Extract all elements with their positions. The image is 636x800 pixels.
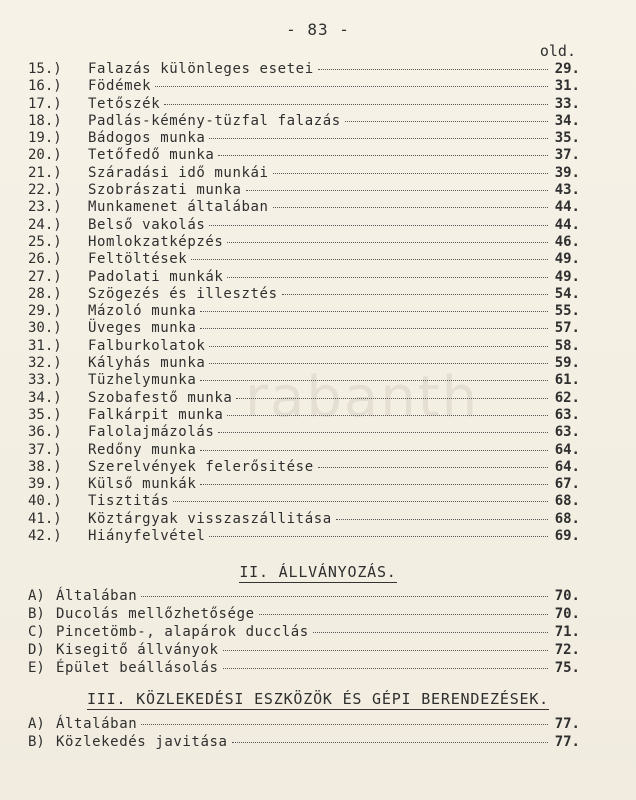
toc-row [28, 588, 580, 606]
toc-row-page: 57. [554, 320, 580, 337]
toc-row-title: Hiányfelvétel [88, 528, 206, 545]
toc-row [28, 716, 580, 734]
leader-dots [273, 173, 548, 174]
toc-row [28, 493, 580, 510]
toc-row-page: 70. [554, 588, 580, 604]
section-2-title: II. ÁLLVÁNYOZÁS. [239, 563, 397, 581]
leader-dots [336, 519, 548, 520]
watermark: rabanth [245, 365, 480, 430]
toc-row [28, 424, 580, 441]
leader-dots [318, 69, 548, 70]
toc-row [28, 251, 580, 268]
leader-dots [209, 138, 548, 139]
leader-dots [200, 311, 548, 312]
toc-row-title: Falolajmázolás [88, 424, 215, 441]
toc-row-title: Falburkolatok [88, 337, 206, 354]
toc-row-number: 19.) [28, 130, 62, 147]
leader-dots [282, 294, 548, 295]
toc-row [28, 459, 580, 476]
toc-row [28, 234, 580, 251]
toc-row-number: 20.) [28, 147, 62, 164]
toc-row-page: 64. [554, 441, 580, 458]
toc-row-title: Mázoló munka [88, 303, 197, 320]
toc-row-page: 58. [554, 337, 580, 354]
toc-main-list [28, 61, 580, 545]
toc-row [28, 303, 580, 320]
leader-dots [236, 398, 548, 399]
toc-row-number: 41.) [28, 510, 62, 527]
toc-row-page: 64. [554, 458, 580, 475]
toc-row [28, 442, 580, 459]
toc-row [28, 147, 580, 164]
toc-row-number: 26.) [28, 251, 62, 268]
toc-row-title: Bádogos munka [88, 130, 206, 147]
toc-row-title: Épület beállásolás [56, 660, 219, 676]
toc-row-title: Tüzhelymunka [88, 372, 197, 389]
toc-row-number: 23.) [28, 199, 62, 216]
toc-row-title: Kisegitő állványok [56, 642, 219, 658]
toc-row-number: B) [28, 734, 45, 750]
toc-row-page: 54. [554, 285, 580, 302]
toc-row [28, 624, 580, 642]
toc-row [28, 130, 580, 147]
toc-row-number: 38.) [28, 458, 62, 475]
toc-row [28, 642, 580, 660]
toc-row-title: Ducolás mellőzhetősége [56, 606, 255, 622]
toc-row [28, 390, 580, 407]
toc-row-number: 33.) [28, 372, 62, 389]
toc-row-title: Szobafestő munka [88, 389, 233, 406]
toc-row-title: Kályhás munka [88, 355, 206, 372]
toc-row [28, 165, 580, 182]
toc-row-number: 35.) [28, 406, 62, 423]
toc-row-title: Falazás különleges esetei [88, 61, 314, 77]
toc-row-page: 67. [554, 476, 580, 493]
leader-dots [200, 484, 548, 485]
toc-row [28, 286, 580, 303]
toc-row-page: 77. [554, 716, 580, 732]
toc-row-number: 18.) [28, 112, 62, 129]
toc-row-number: 32.) [28, 355, 62, 372]
toc-row [28, 217, 580, 234]
toc-row-page: 49. [554, 268, 580, 285]
toc-row-title: Padolati munkák [88, 268, 224, 285]
toc-row [28, 78, 580, 95]
leader-dots [191, 259, 548, 260]
leader-dots [313, 632, 548, 633]
section-3-title: III. KÖZLEKEDÉSI ESZKÖZÖK ÉS GÉPI BERENDEZÉSEK. [86, 690, 550, 708]
leader-dots [227, 415, 548, 416]
leader-dots [318, 467, 548, 468]
toc-row-number: 31.) [28, 337, 62, 354]
toc-row-title: Külső munkák [88, 476, 197, 493]
toc-row-title: Tisztitás [88, 493, 170, 510]
toc-row [28, 476, 580, 493]
toc-row-number: 27.) [28, 268, 62, 285]
toc-row-number: 25.) [28, 233, 62, 250]
leader-dots [173, 501, 548, 502]
leader-dots [200, 380, 548, 381]
toc-row-number: 40.) [28, 493, 62, 510]
toc-row-number: E) [28, 660, 45, 676]
toc-row-title: Szögezés és illesztés [88, 285, 278, 302]
toc-row-page: 71. [554, 624, 580, 640]
toc-row-title: Födémek [88, 78, 152, 95]
toc-row-title: Feltöltések [88, 251, 188, 268]
toc-row [28, 338, 580, 355]
toc-row [28, 606, 580, 624]
leader-dots [218, 155, 548, 156]
toc-row-number: 36.) [28, 424, 62, 441]
toc-row [28, 269, 580, 286]
toc-row-page: 44. [554, 199, 580, 216]
toc-row-title: Munkamenet általában [88, 199, 269, 216]
page-number: - 83 - [286, 20, 350, 39]
toc-row [28, 96, 580, 113]
leader-dots [273, 207, 548, 208]
toc-row-page: 31. [554, 78, 580, 95]
toc-row-page: 59. [554, 355, 580, 372]
toc-row-number: A) [28, 588, 45, 604]
toc-row-page: 39. [554, 164, 580, 181]
leader-dots [209, 363, 548, 364]
toc-row-page: 34. [554, 112, 580, 129]
toc-row-page: 61. [554, 372, 580, 389]
toc-row-page: 69. [554, 528, 580, 545]
toc-row-title: Köztárgyak visszaszállitása [88, 510, 332, 527]
toc-row-number: 39.) [28, 476, 62, 493]
toc-row-number: A) [28, 716, 45, 732]
toc-row-page: 77. [554, 734, 580, 750]
toc-row [28, 511, 580, 528]
leader-dots [223, 668, 548, 669]
toc-row-number: 15.) [28, 61, 62, 77]
page-column-header: old. [539, 42, 576, 60]
toc-row [28, 528, 580, 545]
leader-dots [227, 277, 548, 278]
toc-row [28, 182, 580, 199]
toc-row-title: Közlekedés javitása [56, 734, 228, 750]
leader-dots [227, 242, 548, 243]
toc-row-page: 46. [554, 233, 580, 250]
toc-row-title: Tetőszék [88, 95, 161, 112]
toc-row-page: 62. [554, 389, 580, 406]
section-3-list [28, 716, 580, 752]
toc-row-page: 68. [554, 493, 580, 510]
leader-dots [200, 450, 548, 451]
toc-row-number: C) [28, 624, 45, 640]
toc-row-number: 21.) [28, 164, 62, 181]
toc-row-number: 34.) [28, 389, 62, 406]
leader-dots [141, 596, 548, 597]
toc-row-title: Falkárpit munka [88, 406, 224, 423]
toc-row [28, 407, 580, 424]
leader-dots [141, 724, 548, 725]
toc-row-title: Általában [56, 716, 138, 732]
toc-row-page: 70. [554, 606, 580, 622]
toc-row-page: 63. [554, 424, 580, 441]
leader-dots [246, 190, 549, 191]
leader-dots [209, 225, 548, 226]
toc-row-page: 72. [554, 642, 580, 658]
toc-row-number: 28.) [28, 285, 62, 302]
toc-row-title: Belső vakolás [88, 216, 206, 233]
toc-row-number: B) [28, 606, 45, 622]
leader-dots [218, 432, 548, 433]
toc-row-page: 75. [554, 660, 580, 676]
toc-row [28, 372, 580, 389]
toc-row-title: Száradási idő munkái [88, 164, 269, 181]
toc-row-number: 37.) [28, 441, 62, 458]
leader-dots [209, 536, 548, 537]
toc-row-title: Redőny munka [88, 441, 197, 458]
toc-row-title: Padlás-kémény-tüzfal falazás [88, 112, 341, 129]
toc-row [28, 660, 580, 678]
toc-row-number: 16.) [28, 78, 62, 95]
toc-row-number: 42.) [28, 528, 62, 545]
toc-row-number: 29.) [28, 303, 62, 320]
leader-dots [200, 328, 548, 329]
toc-row-title: Pincetömb-, alapárok ducclás [56, 624, 309, 640]
toc-row-page: 33. [554, 95, 580, 112]
section-2-list [28, 588, 580, 678]
toc-row-page: 49. [554, 251, 580, 268]
leader-dots [209, 346, 548, 347]
leader-dots [164, 104, 548, 105]
toc-row-page: 35. [554, 130, 580, 147]
toc-row-page: 43. [554, 182, 580, 199]
toc-row-number: 22.) [28, 182, 62, 199]
leader-dots [232, 742, 548, 743]
toc-row-page: 55. [554, 303, 580, 320]
toc-row-title: Homlokzatképzés [88, 233, 224, 250]
toc-row [28, 199, 580, 216]
toc-row-title: Tetőfedő munka [88, 147, 215, 164]
toc-row-page: 44. [554, 216, 580, 233]
toc-row [28, 61, 580, 78]
toc-row-page: 37. [554, 147, 580, 164]
leader-dots [155, 86, 548, 87]
toc-row [28, 734, 580, 752]
leader-dots [345, 121, 548, 122]
toc-row-number: D) [28, 642, 45, 658]
toc-row [28, 320, 580, 337]
toc-row [28, 113, 580, 130]
toc-row-number: 17.) [28, 95, 62, 112]
toc-row-page: 68. [554, 510, 580, 527]
toc-row-page: 63. [554, 406, 580, 423]
leader-dots [223, 650, 548, 651]
leader-dots [259, 614, 548, 615]
toc-row-page: 29. [554, 61, 580, 77]
toc-row [28, 355, 580, 372]
toc-row-title: Általában [56, 588, 138, 604]
toc-row-title: Szobrászati munka [88, 182, 242, 199]
toc-row-title: Szerelvények felerősitése [88, 458, 314, 475]
toc-row-number: 30.) [28, 320, 62, 337]
toc-row-title: Üveges munka [88, 320, 197, 337]
toc-row-number: 24.) [28, 216, 62, 233]
